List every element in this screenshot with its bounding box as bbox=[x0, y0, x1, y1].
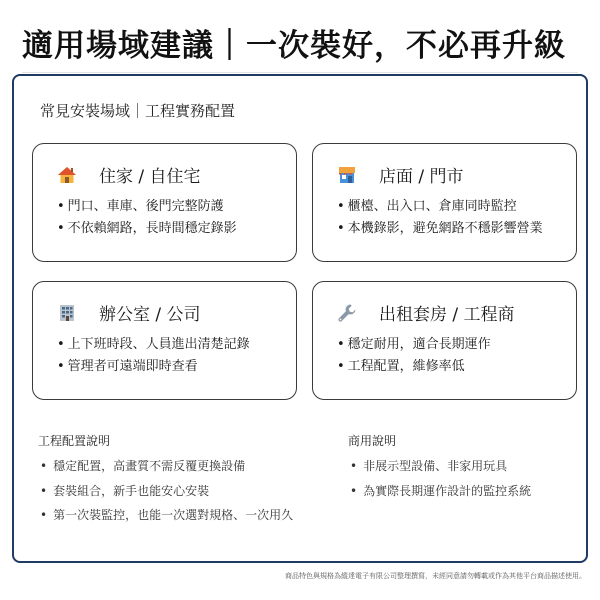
title-divider bbox=[22, 72, 578, 73]
content-panel bbox=[12, 74, 588, 563]
list-item: • 工程配置，維修率低 bbox=[337, 356, 491, 378]
card-home-header bbox=[57, 162, 201, 187]
card-shop-title: 店面 / 門市 bbox=[379, 167, 464, 187]
list-item: • 上下班時段、人員進出清楚記錄 bbox=[57, 334, 250, 356]
card-rental-header bbox=[337, 300, 515, 325]
card-office bbox=[32, 281, 297, 400]
wrench-icon bbox=[337, 303, 357, 323]
list-item: • 門口、車庫、後門完整防護 bbox=[57, 196, 237, 218]
list-item: • 穩定配置，高畫質不需反覆更換設備 bbox=[40, 454, 293, 479]
panel-subtitle: 常見安裝場域｜工程實務配置 bbox=[40, 102, 236, 120]
engineering-notes-title: 工程配置說明 bbox=[38, 434, 111, 448]
house-icon bbox=[57, 165, 77, 185]
card-home-list bbox=[57, 196, 237, 240]
list-item: • 櫃檯、出入口、倉庫同時監控 bbox=[337, 196, 543, 218]
list-item: • 本機錄影，避免網路不穩影響營業 bbox=[337, 218, 543, 240]
footnote: 商品特色與規格為縱達電子有限公司整理撰寫，未經同意請勿轉載或作為其他平台商品描述使用。 bbox=[285, 572, 586, 580]
usage-notes-title: 商用說明 bbox=[348, 434, 397, 448]
card-home-title: 住家 / 自住宅 bbox=[99, 167, 201, 187]
engineering-notes-list bbox=[40, 454, 293, 528]
list-item: • 第一次裝監控，也能一次選對規格、一次用久 bbox=[40, 503, 293, 528]
list-item: • 為實際長期運作設計的監控系統 bbox=[350, 479, 531, 504]
card-shop-list bbox=[337, 196, 543, 240]
list-item: • 管理者可遠端即時查看 bbox=[57, 356, 250, 378]
card-rental-list bbox=[337, 334, 491, 378]
card-home bbox=[32, 143, 297, 262]
card-office-list bbox=[57, 334, 250, 378]
usage-notes-list bbox=[350, 454, 531, 503]
office-building-icon bbox=[57, 303, 77, 323]
page-title: 適用場域建議｜一次裝好，不必再升級 bbox=[22, 28, 566, 64]
shop-icon bbox=[337, 165, 357, 185]
list-item: • 穩定耐用，適合長期運作 bbox=[337, 334, 491, 356]
card-rental bbox=[312, 281, 577, 400]
list-item: • 套裝組合，新手也能安心安裝 bbox=[40, 479, 293, 504]
list-item: • 非展示型設備、非家用玩具 bbox=[350, 454, 531, 479]
card-rental-title: 出租套房 / 工程商 bbox=[379, 305, 515, 325]
card-shop bbox=[312, 143, 577, 262]
card-shop-header bbox=[337, 162, 464, 187]
list-item: • 不依賴網路，長時間穩定錄影 bbox=[57, 218, 237, 240]
card-office-header bbox=[57, 300, 201, 325]
card-office-title: 辦公室 / 公司 bbox=[99, 305, 201, 325]
